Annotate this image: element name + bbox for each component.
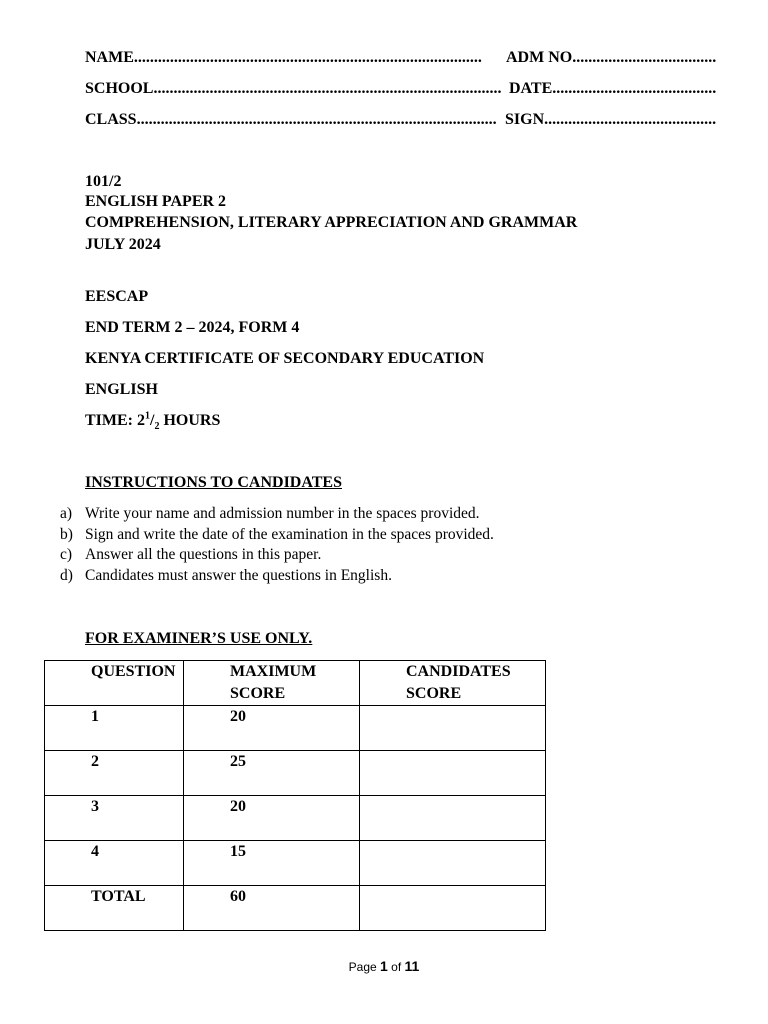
question-cell: 2 [45,751,184,796]
exam-subject: ENGLISH [85,381,158,398]
adm-no-field: ADM NO.................................... [506,49,717,66]
table-row [45,886,546,931]
candidate-score-cell[interactable] [360,706,546,751]
time-suffix: HOURS [159,412,221,429]
table-row [45,706,546,751]
table-row [45,751,546,796]
instruction-item [60,504,494,525]
instruction-item [60,566,494,587]
exam-term: END TERM 2 – 2024, FORM 4 [85,319,300,336]
name-field: NAME....................................................................................... [85,49,482,66]
instruction-text: Candidates must answer the questions in English. [85,566,392,584]
time-slash: / [150,412,155,429]
examiner-heading: FOR EXAMINER’S USE ONLY. [85,630,313,647]
instruction-marker: a) [60,505,73,522]
col-question-header: QUESTION [45,661,184,706]
footer-of-word: of [387,960,405,974]
instruction-item [60,525,494,546]
footer-page-word: Page [348,960,381,974]
max-score-cell: 25 [184,751,360,796]
candidate-score-cell[interactable] [360,751,546,796]
table-header-row [45,661,546,706]
exam-certificate: KENYA CERTIFICATE OF SECONDARY EDUCATION [85,350,485,367]
time-sub: 2 [154,421,160,433]
instruction-text: Sign and write the date of the examination in the spaces provided. [85,525,494,543]
paper-subject: ENGLISH PAPER 2 [85,193,227,210]
instruction-marker: b) [60,525,73,543]
footer-total-pages: 11 [404,958,420,974]
total-label-cell: TOTAL [45,886,184,931]
table-row [45,796,546,841]
paper-date: JULY 2024 [85,236,161,253]
school-field: SCHOOL....................................................................................... [85,80,502,97]
total-candidate-cell[interactable] [360,886,546,931]
paper-code: 101/2 [85,173,122,190]
page-footer [0,958,768,974]
instruction-marker: c) [60,546,73,563]
instruction-text: Answer all the questions in this paper. [85,546,322,563]
class-field: CLASS.......................................................................................... [85,111,497,128]
max-score-cell: 20 [184,706,360,751]
question-cell: 1 [45,706,184,751]
max-score-cell: 20 [184,796,360,841]
sign-field: SIGN........................................... [505,111,717,128]
footer-page-number: 1 [380,958,388,974]
col-max-header: MAXIMUM SCORE [184,661,360,706]
instruction-item [60,545,494,566]
time-prefix: TIME: 2 [85,412,145,429]
score-table [44,660,546,931]
instruction-text: Write your name and admission number in the spaces provided. [85,505,480,522]
table-row [45,841,546,886]
total-max-cell: 60 [184,886,360,931]
question-cell: 4 [45,841,184,886]
exam-body: EESCAP [85,288,149,305]
instructions-heading: INSTRUCTIONS TO CANDIDATES [85,474,342,491]
instruction-marker: d) [60,566,73,584]
paper-sections: COMPREHENSION, LITERARY APPRECIATION AND GRAMMAR [85,214,578,231]
question-cell: 3 [45,796,184,841]
max-score-cell: 15 [184,841,360,886]
date-field: DATE......................................... [509,80,717,97]
exam-time [85,411,220,431]
col-candidate-header: CANDIDATES SCORE [360,661,546,706]
candidate-score-cell[interactable] [360,796,546,841]
instructions-list [60,504,494,586]
time-sup: 1 [145,410,150,422]
candidate-score-cell[interactable] [360,841,546,886]
